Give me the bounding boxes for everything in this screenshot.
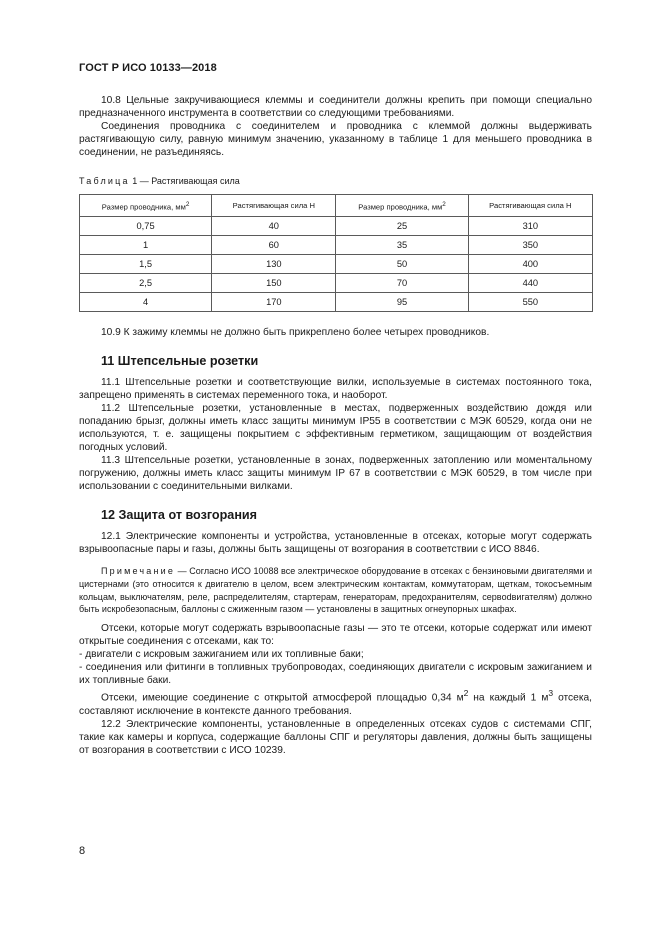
- table-caption-title: 1 — Растягивающая сила: [132, 176, 240, 186]
- clause-11-1: 11.1 Штепсельные розетки и соответствующие вилки, используемые в системах постоянного тока, запрещено применять в системах переменного тока, и наоборот.: [79, 377, 592, 401]
- table-cell: 2,5: [80, 274, 212, 293]
- page-number: 8: [79, 845, 86, 857]
- compartments-paragraph: Отсеки, которые могут содержать взрывоопасные газы — это те отсеки, которые содержат или имеют открытые соединения с отсеками, как то:: [79, 623, 592, 648]
- table-header-cell: Размер проводника, $мм^2$: [80, 195, 212, 217]
- table-cell: 25: [336, 217, 468, 236]
- table-cell: 50: [336, 255, 468, 274]
- table-cell: 150: [212, 274, 336, 293]
- clause-12-2: 12.2 Электрические компоненты, установленные в определенных отсеках судов с системами СПГ, такие как камеры и корпуса, содержащие баллоны СПГ и регуляторы давления, должны быть защищены от возгорания в соответствии с ИСО 10239.: [79, 718, 592, 756]
- list-item: - соединения или фитинги в топливных трубопроводах, соединяющих двигатели с искровым зажиганием и их топливные баки.: [79, 662, 592, 687]
- list-item: - двигатели с искровым зажиганием или их топливные баки;: [79, 649, 364, 661]
- table-cell: 0,75: [80, 217, 212, 236]
- table-row: [80, 217, 593, 236]
- table-cell: 310: [468, 217, 592, 236]
- table-cell: 350: [468, 236, 592, 255]
- note-label: Примечание: [101, 566, 176, 576]
- table-cell: 1,5: [80, 255, 212, 274]
- clause-11-3: 11.3 Штепсельные розетки, установленные в зонах, подверженных затоплению или моментальному погружению, должны иметь класс защиты минимум IP 67 в соответствии с МЭК 60529, в том числе при использовании с соединительными вилками.: [79, 455, 592, 492]
- table-cell: 440: [468, 274, 592, 293]
- table-header-cell: Размер проводника, $мм^2$: [336, 195, 468, 217]
- table-cell: 4: [80, 293, 212, 312]
- table-cell: 130: [212, 255, 336, 274]
- table-row: [80, 274, 593, 293]
- note: [79, 565, 592, 616]
- table-cell: 170: [212, 293, 336, 312]
- page-content: [79, 94, 592, 757]
- table-caption: [79, 175, 592, 188]
- table-header-row: [80, 195, 593, 217]
- table-cell: 35: [336, 236, 468, 255]
- table-cell: 400: [468, 255, 592, 274]
- tension-force-table: [79, 194, 593, 312]
- open-atmosphere-paragraph: Отсеки, имеющие соединение с открытой атмосферой площадью 0,34 $м^2$ на каждый 1 $м^3$ отсека, составляют исключение в контексте данного требования.: [79, 688, 592, 717]
- table-cell: 60: [212, 236, 336, 255]
- table-cell: 40: [212, 217, 336, 236]
- table-row: [80, 293, 593, 312]
- table-header-cell: Растягивающая сила Н: [212, 195, 336, 217]
- table-header-cell: Растягивающая сила Н: [468, 195, 592, 217]
- table-caption-label: Таблица: [79, 176, 130, 186]
- section-12-heading: 12 Защита от возгорания: [101, 508, 258, 522]
- note-text: — Согласно ИСО 10088 все электрическое оборудование в отсеках с бензиновыми двигателями и цистернами (это относится к двигателю в целом, всем электрическим контактам, коммутаторам, щеткам, токосъемным кольцам, выключателям, реле, распределителям, стартерам, генераторам, предохранителям, сервodвигателям) должно быть искробезопасным, баллоны с сжиженным газом — установлены в защитных огнеупорных шкафах.: [79, 566, 592, 615]
- table-cell: 95: [336, 293, 468, 312]
- clause-10-9: 10.9 К зажиму клеммы не должно быть прикреплено более четырех проводников.: [101, 327, 490, 338]
- table-row: [80, 236, 593, 255]
- clause-11-2: 11.2 Штепсельные розетки, установленные в местах, подверженных воздействию дождя или попаданию брызг, должны иметь класс защиты минимум IP55 в соответствии с МЭК 60529, когда они не используются, т. е. защищены покрытием с эффективным герметиком, защищающим от воздействия погодных условий.: [79, 403, 592, 453]
- table-cell: 70: [336, 274, 468, 293]
- clause-10-8-para-2: Соединения проводника с соединителем и проводника с клеммой должны выдерживать растягивающую силу, равную минимум значению, указанному в таблице 1 для меньшего проводника в соединении, не разъединяясь.: [79, 121, 592, 158]
- clause-10-8-para-1: 10.8 Цельные закручивающиеся клеммы и соединители должны крепить при помощи специально предназначенного инструмента в соответствии со следующими требованиями.: [79, 95, 592, 119]
- table-cell: 1: [80, 236, 212, 255]
- section-11-heading: 11 Штепсельные розетки: [101, 354, 259, 368]
- table-row: [80, 255, 593, 274]
- clause-12-1: 12.1 Электрические компоненты и устройства, установленные в отсеках, которые могут содержать взрывоопасные пары и газы, должны быть защищены от возгорания в соответствии с ИСО 8846.: [79, 531, 592, 555]
- table-cell: 550: [468, 293, 592, 312]
- document-header: ГОСТ Р ИСО 10133—2018: [79, 62, 217, 74]
